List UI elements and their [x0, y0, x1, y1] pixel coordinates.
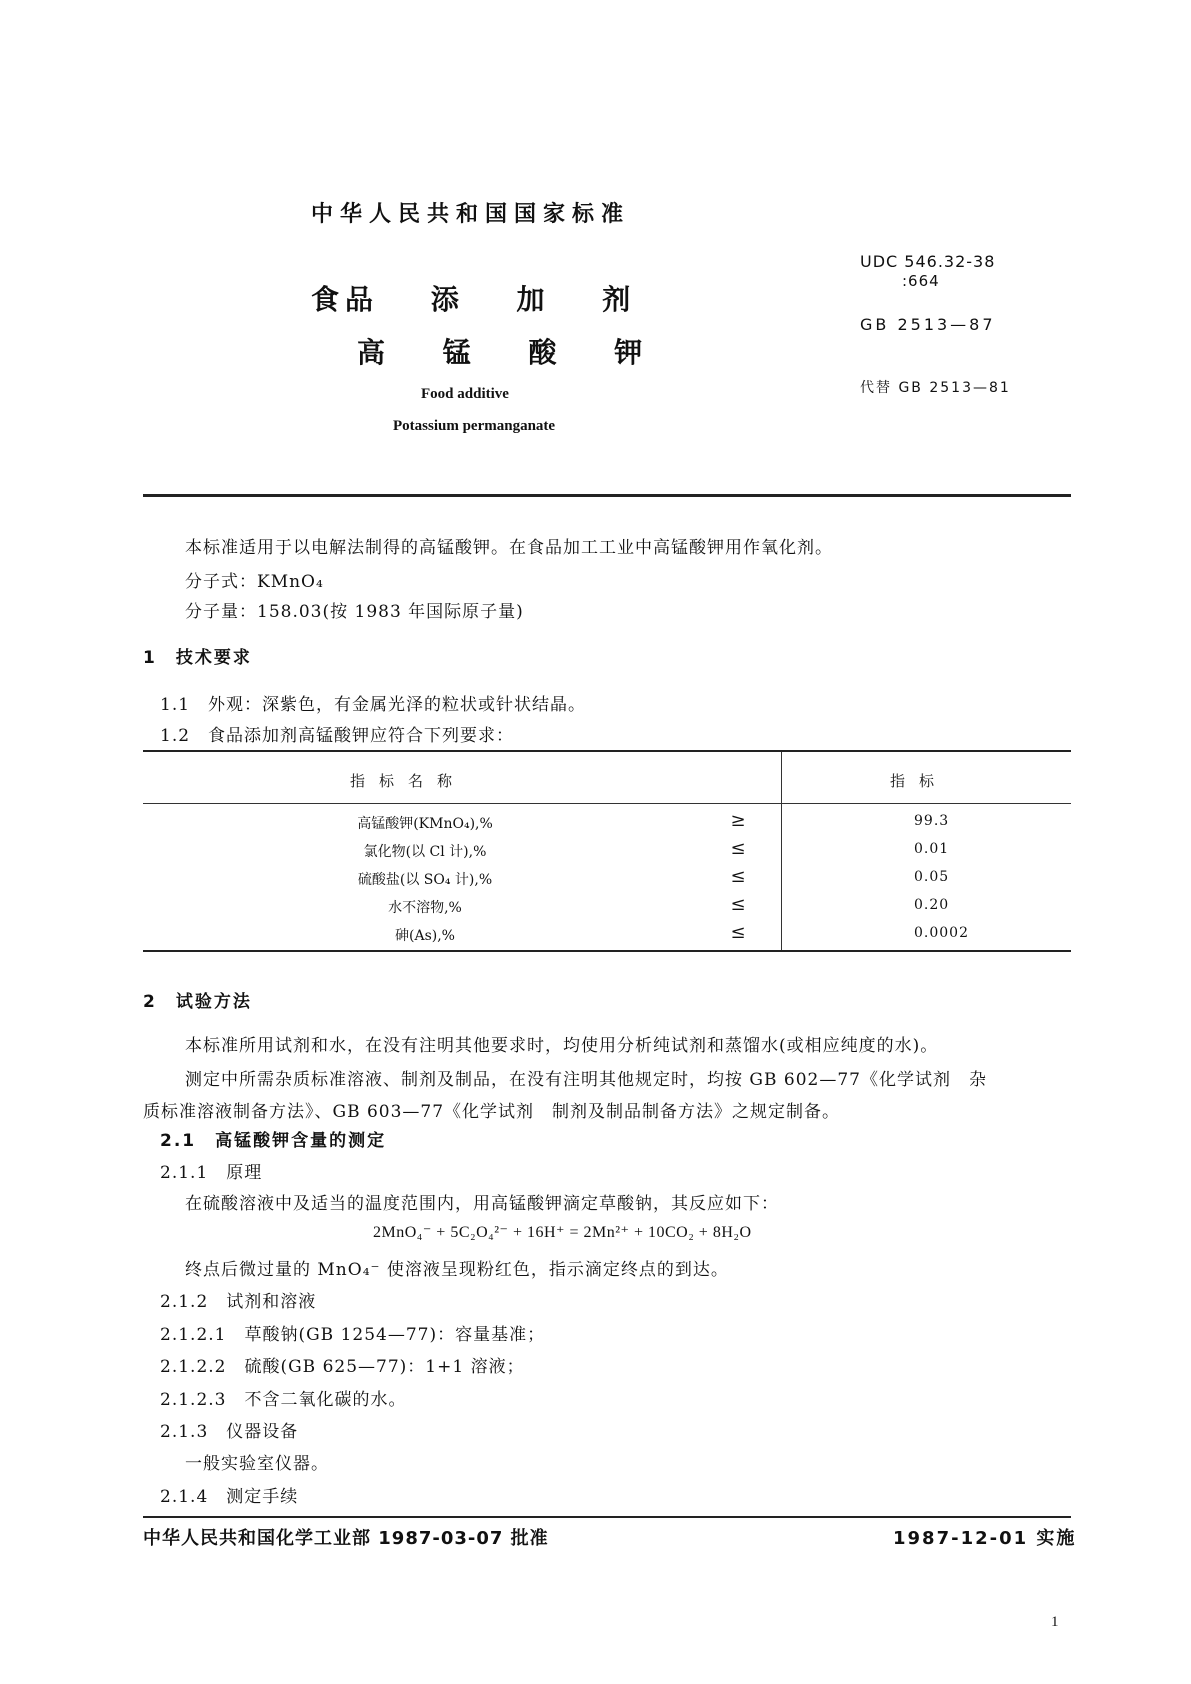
scope-paragraph: 本标准适用于以电解法制得的高锰酸钾。在食品加工工业中高锰酸钾用作氧化剂。 — [185, 538, 833, 558]
clause-2-1-4: 2.1.4 测定手续 — [160, 1487, 299, 1507]
clause-1-1: 1.1 外观：深紫色，有金属光泽的粒状或针状结晶。 — [160, 695, 587, 715]
table-row-operator: ≤ — [730, 838, 746, 859]
clause-2-1-2-3: 2.1.2.3 不含二氧化碳的水。 — [160, 1390, 407, 1410]
preparation-paragraph-line1: 测定中所需杂质标准溶液、制剂及制品，在没有注明其他规定时，均按 GB 602—77《化学试剂 杂 — [185, 1070, 987, 1090]
reagent-paragraph: 本标准所用试剂和水，在没有注明其他要求时，均使用分析纯试剂和蒸馏水(或相应纯度的水)。 — [185, 1036, 939, 1056]
clause-2-1-2: 2.1.2 试剂和溶液 — [160, 1292, 317, 1312]
molecular-weight: 分子量：158.03(按 1983 年国际原子量) — [185, 602, 524, 622]
footer-divider — [143, 1516, 1071, 1518]
table-bottom-rule — [143, 950, 1071, 952]
clause-2-1-2-1: 2.1.2.1 草酸钠(GB 1254—77)：容量基准； — [160, 1325, 546, 1345]
table-row-operator: ≥ — [730, 810, 746, 831]
table-row-name: 砷(As),% — [395, 928, 455, 944]
instruments-paragraph: 一般实验室仪器。 — [185, 1454, 329, 1474]
table-header-rule — [143, 803, 1071, 804]
table-row-operator: ≤ — [730, 894, 746, 915]
table-row-name: 高锰酸钾(KMnO₄),% — [357, 816, 493, 832]
table-row-value: 0.01 — [914, 841, 950, 857]
reaction-equation: 2MnO₄⁻ + 5C₂O₄²⁻ + 16H⁺ = 2Mn²⁺ + 10CO₂ + 8H₂O — [373, 1224, 752, 1241]
document-title-line2: 高 锰 酸 钾 — [357, 336, 649, 369]
table-row-name: 硫酸盐(以 SO₄ 计),% — [357, 872, 493, 888]
table-header-name: 指标名称 — [350, 772, 467, 790]
section-2-heading: 2 试验方法 — [143, 992, 252, 1012]
gb-code: GB 2513—87 — [860, 315, 996, 334]
udc-code: UDC 546.32-38 — [860, 252, 996, 271]
table-row-operator: ≤ — [730, 922, 746, 943]
implementation-date: 1987-12-01 实施 — [893, 1528, 1077, 1549]
table-header-index: 指标 — [890, 772, 949, 790]
document-title-line1: 食品 添 加 剂 — [311, 283, 637, 316]
page-number: 1 — [1051, 1614, 1059, 1630]
table-row-operator: ≤ — [730, 866, 746, 887]
table-top-rule — [143, 750, 1071, 752]
table-column-divider — [781, 752, 782, 950]
principle-paragraph: 在硫酸溶液中及适当的温度范围内，用高锰酸钾滴定草酸钠，其反应如下： — [185, 1194, 779, 1214]
clause-2-1-heading: 2.1 高锰酸钾含量的测定 — [160, 1131, 387, 1151]
english-title-line2: Potassium permanganate — [393, 418, 556, 434]
table-row-value: 0.05 — [914, 869, 950, 885]
table-row-value: 0.0002 — [914, 925, 969, 941]
clause-2-1-1: 2.1.1 原理 — [160, 1163, 263, 1183]
clause-2-1-2-2: 2.1.2.2 硫酸(GB 625—77)：1+1 溶液； — [160, 1357, 525, 1377]
header-divider — [143, 494, 1071, 497]
table-row-value: 99.3 — [914, 813, 950, 829]
table-row-name: 水不溶物,% — [388, 900, 462, 916]
molecular-formula: 分子式：KMnO₄ — [185, 572, 324, 592]
clause-2-1-3: 2.1.3 仪器设备 — [160, 1422, 299, 1442]
clause-1-2: 1.2 食品添加剂高锰酸钾应符合下列要求： — [160, 726, 515, 746]
section-1-heading: 1 技术要求 — [143, 648, 252, 668]
national-standard-title: 中华人民共和国国家标准 — [311, 202, 631, 227]
replaces-code: 代替 GB 2513—81 — [860, 380, 1011, 396]
table-row-name: 氯化物(以 Cl 计),% — [363, 844, 487, 860]
udc-code-continued: :664 — [902, 272, 940, 290]
endpoint-paragraph: 终点后微过量的 MnO₄⁻ 使溶液呈现粉红色，指示滴定终点的到达。 — [185, 1260, 729, 1280]
preparation-paragraph-line2: 质标准溶液制备方法》、GB 603—77《化学试剂 制剂及制品制备方法》之规定制备。 — [143, 1102, 841, 1122]
approval-line: 中华人民共和国化学工业部 1987-03-07 批准 — [143, 1528, 549, 1549]
table-row-value: 0.20 — [914, 897, 950, 913]
english-title-line1: Food additive — [421, 386, 509, 402]
